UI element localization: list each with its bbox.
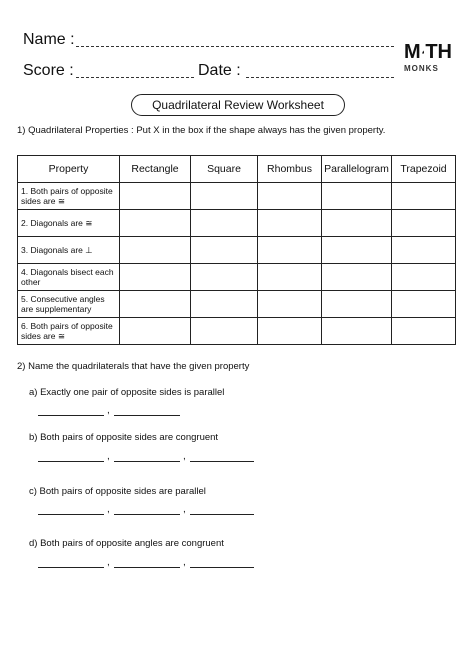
answer-cell[interactable]	[392, 237, 456, 264]
triangle-icon	[422, 44, 425, 60]
property-label: 1. Both pairs of opposite sides are ≅	[18, 183, 120, 210]
column-header: Trapezoid	[392, 156, 456, 183]
answer-cell[interactable]	[322, 237, 392, 264]
answer-blank[interactable]	[190, 567, 254, 568]
column-header: Property	[18, 156, 120, 183]
answer-cell[interactable]	[191, 183, 258, 210]
properties-table	[17, 155, 456, 345]
logo-th: TH	[425, 41, 452, 63]
answer-blank[interactable]	[190, 461, 254, 462]
answer-cell[interactable]	[258, 183, 322, 210]
answer-cell[interactable]	[258, 210, 322, 237]
answer-blank[interactable]	[114, 514, 180, 515]
comma-separator: ,	[107, 405, 110, 416]
score-field[interactable]	[76, 77, 194, 78]
comma-separator: ,	[107, 504, 110, 515]
comma-separator: ,	[183, 557, 186, 568]
property-label: 3. Diagonals are ⊥	[18, 237, 120, 264]
table-row	[18, 264, 456, 291]
question-2c-label: c) Both pairs of opposite sides are parallel	[29, 486, 206, 497]
question-2d-label: d) Both pairs of opposite angles are congruent	[29, 538, 224, 549]
logo-m: M	[404, 41, 421, 63]
answer-cell[interactable]	[322, 210, 392, 237]
answer-cell[interactable]	[258, 318, 322, 345]
answer-blank[interactable]	[38, 567, 104, 568]
property-label: 5. Consecutive angles are supplementary	[18, 291, 120, 318]
comma-separator: ,	[183, 504, 186, 515]
answer-cell[interactable]	[120, 183, 191, 210]
question-2-prompt: 2) Name the quadrilaterals that have the given property	[17, 361, 250, 372]
answer-blank[interactable]	[114, 415, 180, 416]
table-row	[18, 318, 456, 345]
answer-cell[interactable]	[322, 264, 392, 291]
property-label: 2. Diagonals are ≅	[18, 210, 120, 237]
worksheet-title: Quadrilateral Review Worksheet	[131, 94, 345, 116]
table-row	[18, 237, 456, 264]
answer-cell[interactable]	[191, 264, 258, 291]
property-label: 4. Diagonals bisect each other	[18, 264, 120, 291]
date-label: Date :	[198, 62, 241, 79]
table-row	[18, 291, 456, 318]
table-row	[18, 210, 456, 237]
answer-cell[interactable]	[258, 237, 322, 264]
answer-cell[interactable]	[191, 291, 258, 318]
question-2a-label: a) Exactly one pair of opposite sides is parallel	[29, 387, 225, 398]
answer-cell[interactable]	[322, 291, 392, 318]
answer-blank[interactable]	[114, 567, 180, 568]
comma-separator: ,	[183, 451, 186, 462]
answer-blank[interactable]	[38, 461, 104, 462]
answer-cell[interactable]	[392, 210, 456, 237]
answer-cell[interactable]	[191, 237, 258, 264]
property-label: 6. Both pairs of opposite sides are ≅	[18, 318, 120, 345]
score-label: Score :	[23, 62, 74, 79]
answer-cell[interactable]	[322, 318, 392, 345]
answer-cell[interactable]	[120, 318, 191, 345]
name-field[interactable]	[76, 46, 394, 47]
table-row	[18, 183, 456, 210]
answer-cell[interactable]	[120, 264, 191, 291]
answer-cell[interactable]	[392, 264, 456, 291]
answer-cell[interactable]	[392, 291, 456, 318]
answer-cell[interactable]	[191, 318, 258, 345]
logo-subtitle: MONKS	[404, 64, 439, 73]
logo-wordmark	[404, 42, 452, 62]
question-2b-label: b) Both pairs of opposite sides are congruent	[29, 432, 219, 443]
answer-cell[interactable]	[258, 264, 322, 291]
math-monks-logo	[404, 42, 452, 73]
comma-separator: ,	[107, 557, 110, 568]
answer-cell[interactable]	[120, 237, 191, 264]
answer-cell[interactable]	[392, 318, 456, 345]
answer-cell[interactable]	[258, 291, 322, 318]
answer-cell[interactable]	[191, 210, 258, 237]
question-1-prompt: 1) Quadrilateral Properties : Put X in the box if the shape always has the given property.	[17, 125, 386, 136]
answer-cell[interactable]	[120, 291, 191, 318]
answer-blank[interactable]	[114, 461, 180, 462]
answer-blank[interactable]	[38, 415, 104, 416]
answer-cell[interactable]	[120, 210, 191, 237]
column-header: Square	[191, 156, 258, 183]
column-header: Rhombus	[258, 156, 322, 183]
answer-blank[interactable]	[38, 514, 104, 515]
comma-separator: ,	[107, 451, 110, 462]
answer-blank[interactable]	[190, 514, 254, 515]
answer-cell[interactable]	[392, 183, 456, 210]
column-header: Parallelogram	[322, 156, 392, 183]
name-label: Name :	[23, 31, 75, 48]
column-header: Rectangle	[120, 156, 191, 183]
answer-cell[interactable]	[322, 183, 392, 210]
date-field[interactable]	[246, 77, 394, 78]
